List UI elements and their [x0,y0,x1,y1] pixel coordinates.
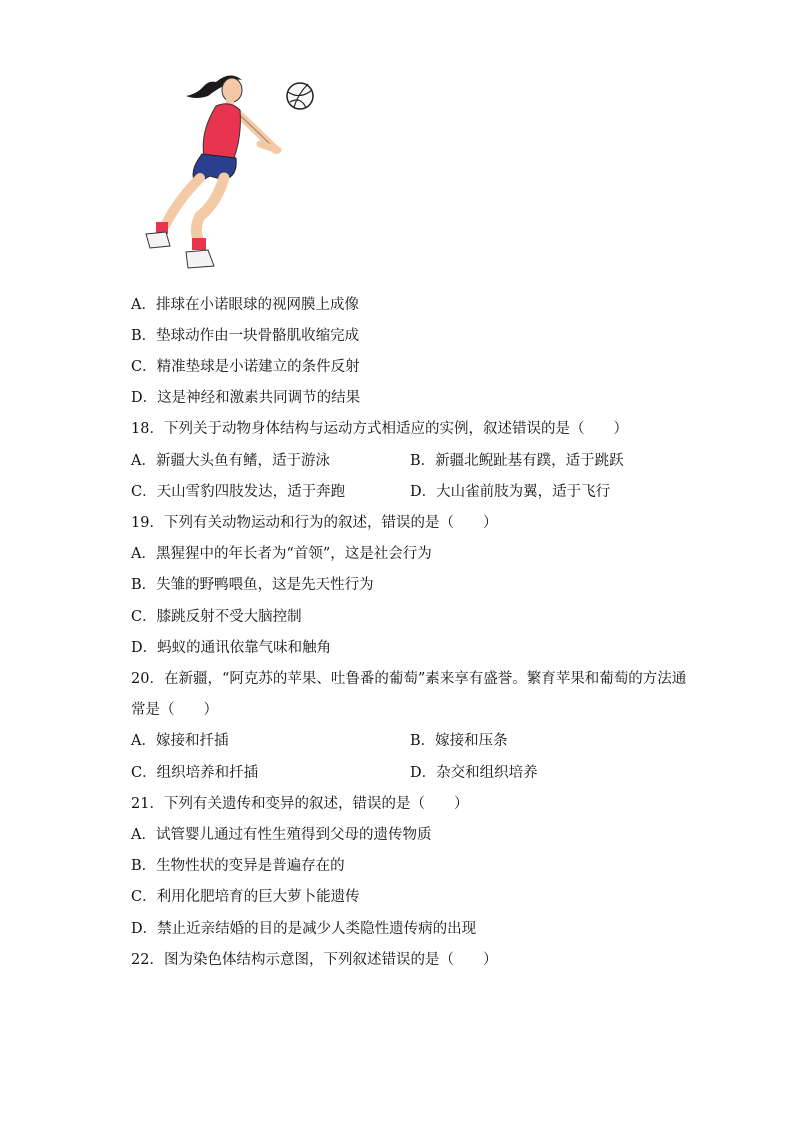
volleyball-icon [287,83,313,109]
q19-stem: 19．下列有关动物运动和行为的叙述，错误的是（ ） [131,515,498,531]
q22-stem: 22．图为染色体结构示意图，下列叙述错误的是（ ） [131,952,498,968]
q20-option-c: C．组织培养和扦插 [131,765,259,781]
q17-option-b: B．垫球动作由一块骨骼肌收缩完成 [131,328,360,344]
q20-stem-line2: 常是（ ） [131,702,218,718]
q19-option-b: B．失雏的野鸭喂鱼，这是先天性行为 [131,577,374,593]
q19-option-a: A．黑猩猩中的年长者为“首领”，这是社会行为 [131,546,432,562]
q18-option-a: A．新疆大头鱼有鳍，适于游泳 [131,453,330,469]
q20-option-b: B．嫁接和压条 [410,733,508,749]
q21-option-b: B．生物性状的变异是普遍存在的 [131,858,345,874]
q21-stem: 21．下列有关遗传和变异的叙述，错误的是（ ） [131,796,469,812]
q18-option-b: B．新疆北鲵趾基有蹼，适于跳跃 [410,453,624,469]
q18-option-c: C．天山雪豹四肢发达，适于奔跑 [131,484,346,500]
q21-option-d: D．禁止近亲结婚的目的是减少人类隐性遗传病的出现 [131,921,477,937]
q19-option-c: C．膝跳反射不受大脑控制 [131,609,302,625]
q20-stem-line1: 20．在新疆，“阿克苏的苹果、吐鲁番的葡萄”素来享有盛誉。繁育苹果和葡萄的方法通 [131,671,687,687]
q18-stem: 18．下列关于动物身体结构与运动方式相适应的实例，叙述错误的是（ ） [131,421,628,437]
q19-option-d: D．蚂蚁的通讯依靠气味和触角 [131,640,332,656]
q18-option-d: D．大山雀前肢为翼，适于飞行 [410,484,611,500]
q20-option-d: D．杂交和组织培养 [410,765,538,781]
q17-option-a: A．排球在小诺眼球的视网膜上成像 [131,297,359,313]
q21-option-c: C．利用化肥培育的巨大萝卜能遗传 [131,889,360,905]
q21-option-a: A．试管婴儿通过有性生殖得到父母的遗传物质 [131,827,432,843]
q17-option-c: C．精准垫球是小诺建立的条件反射 [131,359,360,375]
q17-option-d: D．这是神经和激素共同调节的结果 [131,390,361,406]
volleyball-player-illustration [138,66,318,276]
q20-option-a: A．嫁接和扦插 [131,733,229,749]
